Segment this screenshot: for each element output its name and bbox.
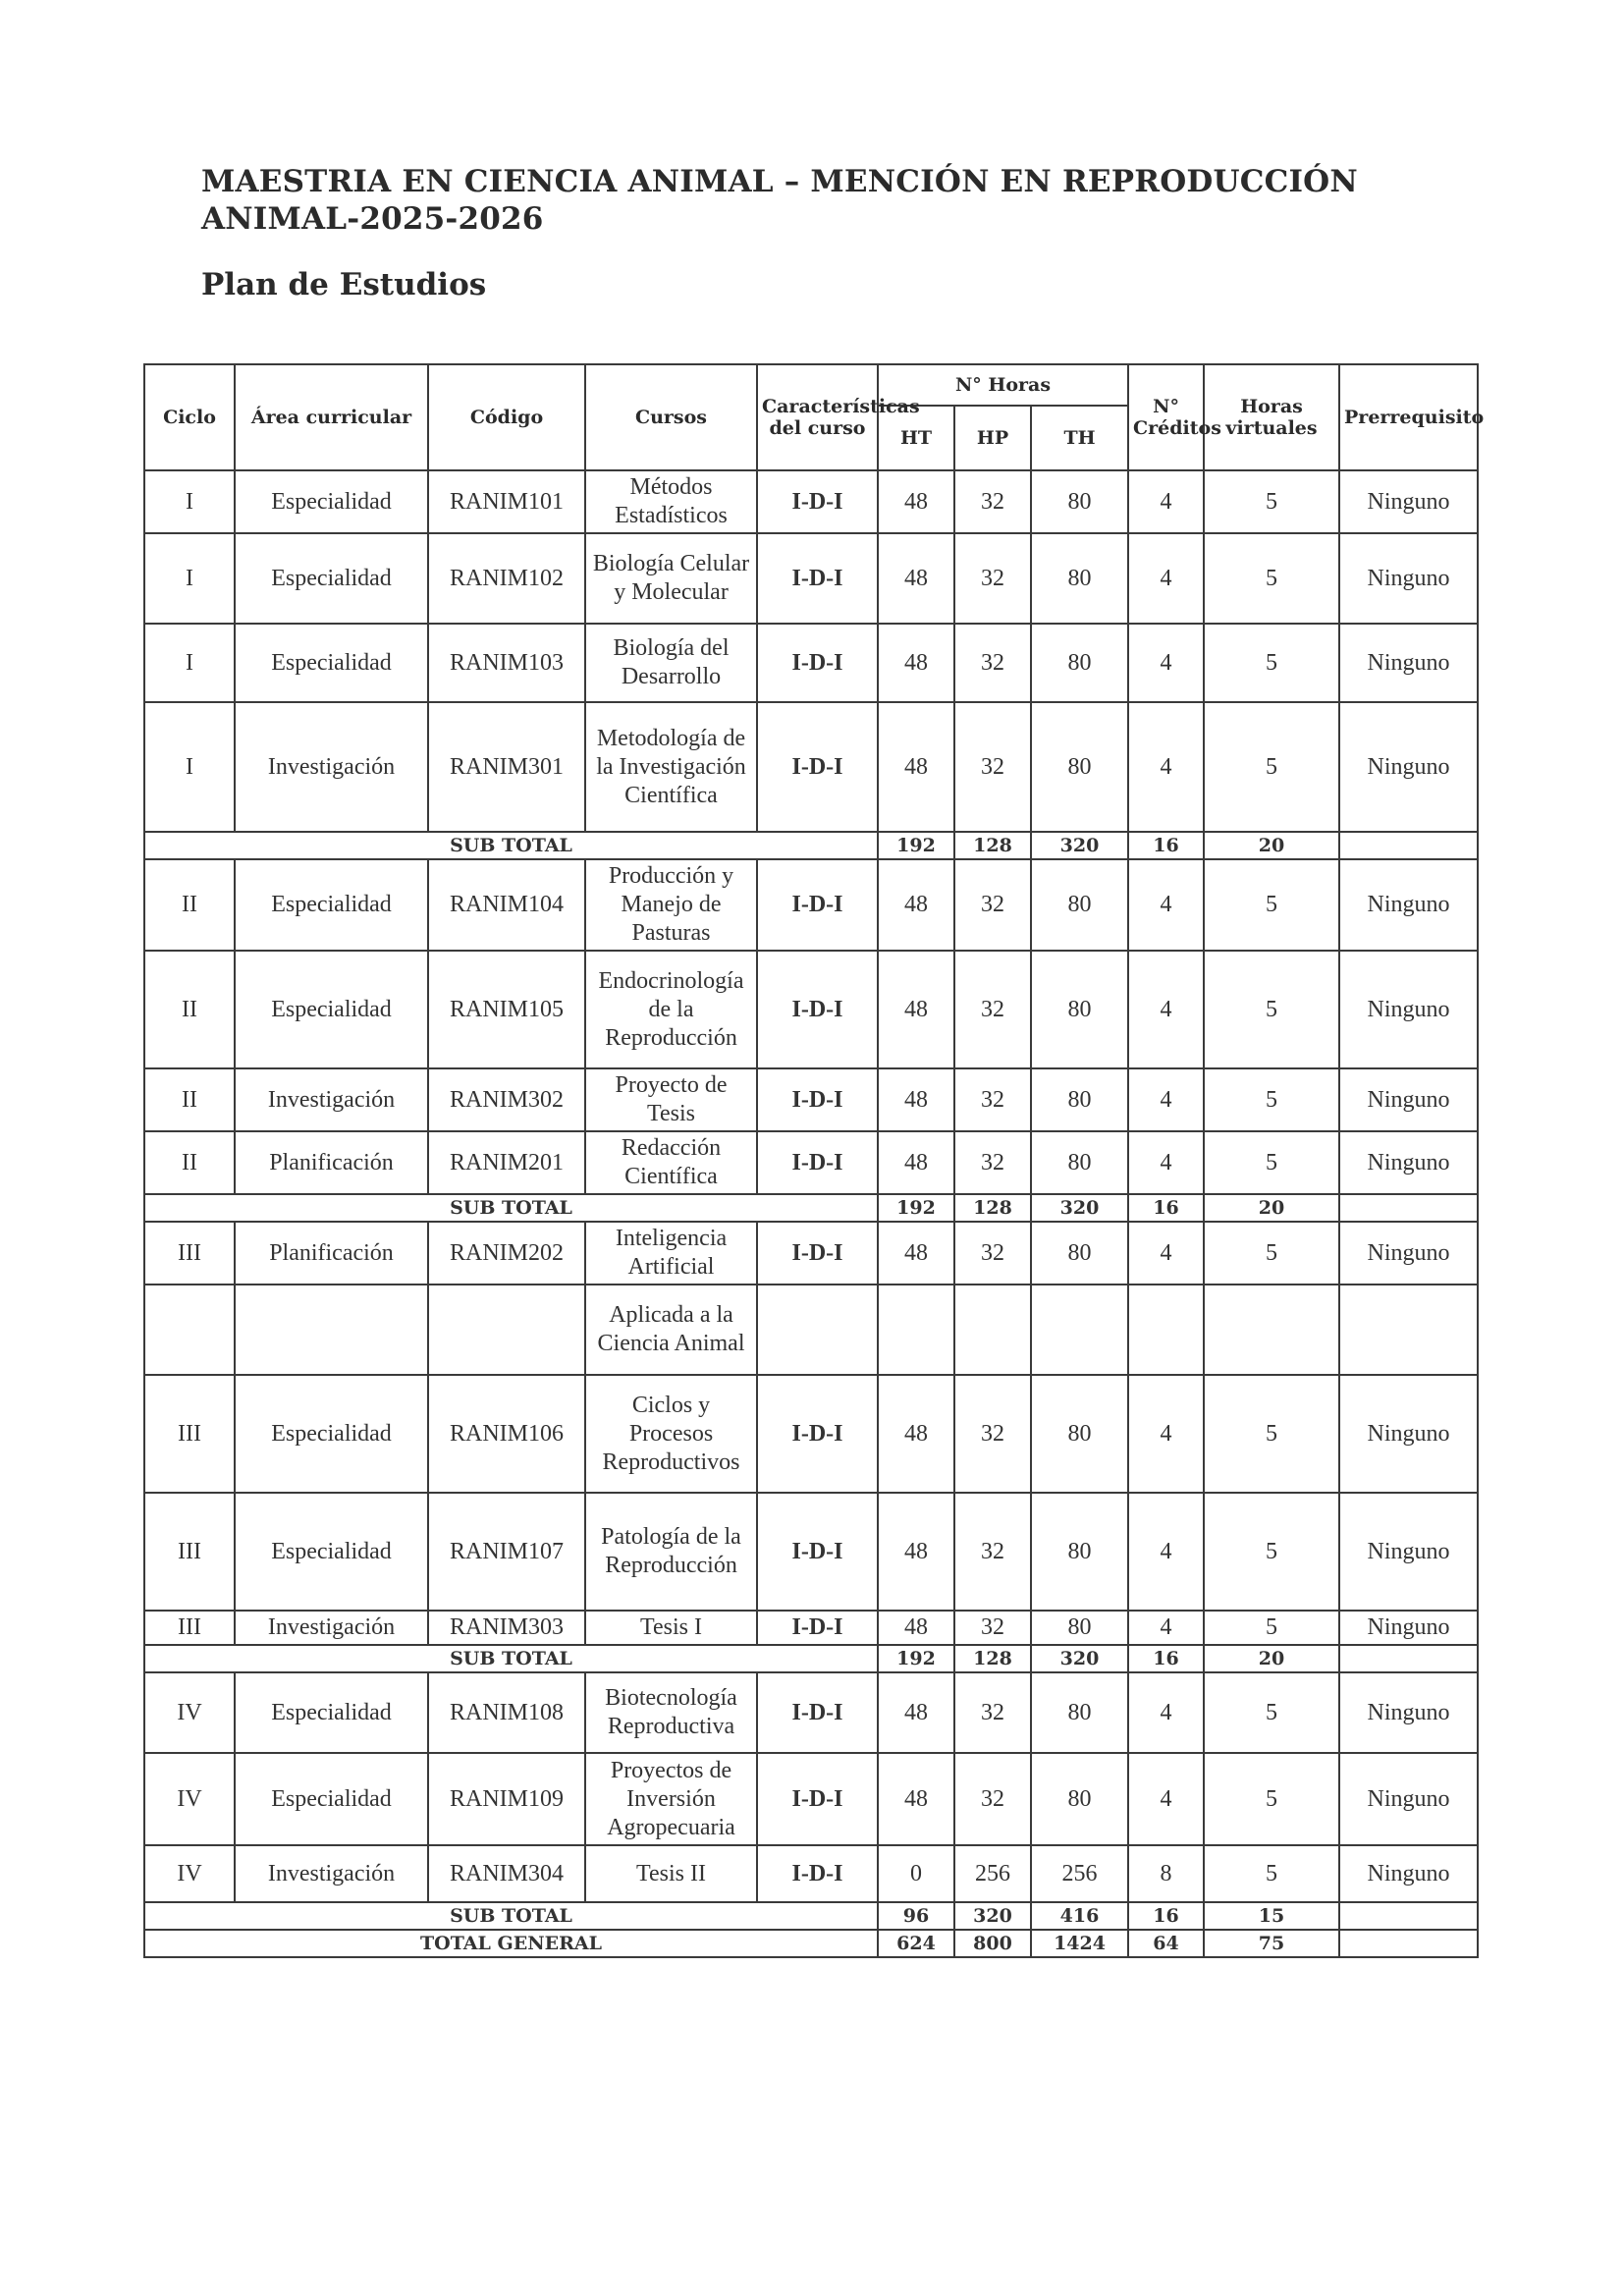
total-general-row-ht: 624	[878, 1930, 954, 1957]
cell-creditos: 4	[1128, 624, 1204, 702]
table-header	[144, 364, 1485, 470]
cell-th: 80	[1031, 1611, 1128, 1645]
cell-caracteristica: I-D-I	[757, 624, 878, 702]
cell-prerrequisito: Ninguno	[1339, 951, 1478, 1068]
cell-virtuales: 5	[1204, 1375, 1339, 1493]
cell-th: 80	[1031, 951, 1128, 1068]
cell-prerrequisito: Ninguno	[1339, 1375, 1478, 1493]
cell-ht: 48	[878, 951, 954, 1068]
cell-th: 80	[1031, 470, 1128, 533]
subtotal-row-empty	[1339, 1645, 1478, 1672]
cell-ht: 48	[878, 1068, 954, 1131]
cell-codigo: RANIM102	[428, 533, 585, 624]
cell-ht: 48	[878, 533, 954, 624]
cell-area: Especialidad	[235, 951, 428, 1068]
cell-codigo: RANIM107	[428, 1493, 585, 1611]
cell-th: 80	[1031, 1753, 1128, 1845]
cell-curso: Aplicada a la Ciencia Animal	[585, 1285, 757, 1375]
table-row	[144, 470, 1478, 533]
total-general-row-empty	[1339, 1930, 1478, 1957]
subtotal-row-empty	[1339, 1194, 1478, 1222]
cell-codigo: RANIM303	[428, 1611, 585, 1645]
cell-caracteristica: I-D-I	[757, 1845, 878, 1902]
cell-th: 80	[1031, 1068, 1128, 1131]
cell-codigo: RANIM304	[428, 1845, 585, 1902]
cell-prerrequisito: Ninguno	[1339, 1672, 1478, 1753]
cell-virtuales	[1204, 1285, 1339, 1375]
cell-hp: 32	[954, 1131, 1031, 1194]
subtotal-row-th: 416	[1031, 1902, 1128, 1930]
subtotal-row-label: SUB TOTAL	[144, 832, 878, 859]
cell-caracteristica: I-D-I	[757, 859, 878, 951]
cell-ht: 48	[878, 702, 954, 832]
cell-virtuales: 5	[1204, 533, 1339, 624]
cell-prerrequisito: Ninguno	[1339, 1068, 1478, 1131]
cell-area: Especialidad	[235, 470, 428, 533]
cell-th: 80	[1031, 624, 1128, 702]
header-horas: N° Horas	[878, 364, 1128, 406]
study-plan-table	[143, 363, 1485, 1958]
cell-curso: Proyectos de Inversión Agropecuaria	[585, 1753, 757, 1845]
cell-hp: 32	[954, 1753, 1031, 1845]
cell-ciclo: I	[144, 533, 235, 624]
subtotal-row-ht: 96	[878, 1902, 954, 1930]
cell-virtuales: 5	[1204, 859, 1339, 951]
cell-th: 80	[1031, 1493, 1128, 1611]
cell-codigo: RANIM105	[428, 951, 585, 1068]
cell-hp: 32	[954, 624, 1031, 702]
header-creditos: N° Créditos	[1128, 364, 1204, 470]
subtotal-row	[144, 832, 1478, 859]
cell-prerrequisito: Ninguno	[1339, 1222, 1478, 1285]
cell-codigo: RANIM301	[428, 702, 585, 832]
cell-ciclo: IV	[144, 1672, 235, 1753]
cell-hp: 32	[954, 533, 1031, 624]
cell-codigo: RANIM302	[428, 1068, 585, 1131]
cell-ht: 0	[878, 1845, 954, 1902]
subtotal-row-ht: 192	[878, 1194, 954, 1222]
cell-ht	[878, 1285, 954, 1375]
cell-creditos: 4	[1128, 1131, 1204, 1194]
cell-hp: 32	[954, 470, 1031, 533]
cell-prerrequisito: Ninguno	[1339, 533, 1478, 624]
cell-th: 80	[1031, 533, 1128, 624]
cell-ciclo: I	[144, 702, 235, 832]
cell-creditos: 4	[1128, 1222, 1204, 1285]
cell-area: Especialidad	[235, 1375, 428, 1493]
table-body	[144, 470, 1478, 1957]
subtotal-row-virt: 20	[1204, 1645, 1339, 1672]
subtotal-row-ht: 192	[878, 832, 954, 859]
header-ht: HT	[878, 406, 954, 470]
cell-ht: 48	[878, 624, 954, 702]
cell-creditos: 4	[1128, 951, 1204, 1068]
cell-hp: 32	[954, 1611, 1031, 1645]
cell-ciclo: I	[144, 624, 235, 702]
subtotal-row-virt: 20	[1204, 832, 1339, 859]
cell-caracteristica: I-D-I	[757, 1611, 878, 1645]
subtotal-row-cred: 16	[1128, 1902, 1204, 1930]
cell-hp: 32	[954, 702, 1031, 832]
cell-prerrequisito: Ninguno	[1339, 470, 1478, 533]
cell-codigo: RANIM201	[428, 1131, 585, 1194]
subtotal-row	[144, 1194, 1478, 1222]
subtotal-row-cred: 16	[1128, 832, 1204, 859]
cell-codigo: RANIM106	[428, 1375, 585, 1493]
table-row	[144, 1068, 1478, 1131]
cell-area: Especialidad	[235, 1753, 428, 1845]
cell-prerrequisito: Ninguno	[1339, 859, 1478, 951]
cell-ciclo: II	[144, 951, 235, 1068]
cell-creditos: 4	[1128, 533, 1204, 624]
cell-curso: Tesis II	[585, 1845, 757, 1902]
cell-ht: 48	[878, 1375, 954, 1493]
cell-virtuales: 5	[1204, 1068, 1339, 1131]
table-row	[144, 1493, 1478, 1611]
table-row	[144, 1131, 1478, 1194]
cell-hp: 256	[954, 1845, 1031, 1902]
cell-caracteristica: I-D-I	[757, 1672, 878, 1753]
table-row	[144, 624, 1478, 702]
cell-prerrequisito: Ninguno	[1339, 702, 1478, 832]
cell-prerrequisito: Ninguno	[1339, 1845, 1478, 1902]
header-virtuales: Horas virtuales	[1204, 364, 1339, 470]
cell-creditos: 4	[1128, 702, 1204, 832]
cell-th: 80	[1031, 1222, 1128, 1285]
cell-ciclo: II	[144, 859, 235, 951]
cell-area: Investigación	[235, 1068, 428, 1131]
cell-th: 80	[1031, 1131, 1128, 1194]
header-th: TH	[1031, 406, 1128, 470]
cell-hp: 32	[954, 859, 1031, 951]
cell-codigo: RANIM202	[428, 1222, 585, 1285]
cell-ciclo: I	[144, 470, 235, 533]
cell-virtuales: 5	[1204, 1845, 1339, 1902]
cell-virtuales: 5	[1204, 702, 1339, 832]
cell-ht: 48	[878, 859, 954, 951]
cell-curso: Ciclos y Procesos Reproductivos	[585, 1375, 757, 1493]
cell-area: Especialidad	[235, 1672, 428, 1753]
cell-virtuales: 5	[1204, 1222, 1339, 1285]
cell-curso: Métodos Estadísticos	[585, 470, 757, 533]
cell-virtuales: 5	[1204, 624, 1339, 702]
cell-hp: 32	[954, 951, 1031, 1068]
cell-prerrequisito: Ninguno	[1339, 624, 1478, 702]
cell-area: Especialidad	[235, 859, 428, 951]
cell-ciclo: III	[144, 1375, 235, 1493]
cell-caracteristica: I-D-I	[757, 1753, 878, 1845]
total-general-row	[144, 1930, 1478, 1957]
subtotal-row-label: SUB TOTAL	[144, 1902, 878, 1930]
table-row	[144, 1672, 1478, 1753]
total-general-row-hp: 800	[954, 1930, 1031, 1957]
cell-virtuales: 5	[1204, 1753, 1339, 1845]
header-hp: HP	[954, 406, 1031, 470]
table-row	[144, 1611, 1478, 1645]
document-heading	[201, 163, 1409, 302]
cell-ciclo: II	[144, 1131, 235, 1194]
cell-prerrequisito: Ninguno	[1339, 1131, 1478, 1194]
cell-virtuales: 5	[1204, 1131, 1339, 1194]
cell-creditos: 4	[1128, 859, 1204, 951]
subtotal-row-hp: 128	[954, 1194, 1031, 1222]
cell-hp: 32	[954, 1672, 1031, 1753]
subtotal-row-virt: 15	[1204, 1902, 1339, 1930]
cell-th: 80	[1031, 1672, 1128, 1753]
cell-area: Investigación	[235, 702, 428, 832]
cell-ht: 48	[878, 1753, 954, 1845]
cell-th: 80	[1031, 702, 1128, 832]
cell-curso: Biología del Desarrollo	[585, 624, 757, 702]
cell-curso: Endocrinología de la Reproducción	[585, 951, 757, 1068]
total-general-row-virt: 75	[1204, 1930, 1339, 1957]
cell-creditos: 4	[1128, 1068, 1204, 1131]
cell-ciclo: II	[144, 1068, 235, 1131]
subtotal-row	[144, 1645, 1478, 1672]
cell-curso: Inteligencia Artificial	[585, 1222, 757, 1285]
cell-ciclo: IV	[144, 1753, 235, 1845]
cell-creditos: 4	[1128, 1375, 1204, 1493]
cell-ht: 48	[878, 1222, 954, 1285]
cell-codigo: RANIM103	[428, 624, 585, 702]
cell-hp: 32	[954, 1068, 1031, 1131]
cell-prerrequisito: Ninguno	[1339, 1493, 1478, 1611]
total-general-row-th: 1424	[1031, 1930, 1128, 1957]
cell-curso: Patología de la Reproducción	[585, 1493, 757, 1611]
total-general-row-label: TOTAL GENERAL	[144, 1930, 878, 1957]
cell-creditos: 4	[1128, 1672, 1204, 1753]
cell-ciclo: III	[144, 1493, 235, 1611]
cell-caracteristica: I-D-I	[757, 533, 878, 624]
subtotal-row-empty	[1339, 1902, 1478, 1930]
table-row	[144, 951, 1478, 1068]
cell-virtuales: 5	[1204, 1672, 1339, 1753]
table-row	[144, 1285, 1478, 1375]
table-row	[144, 1222, 1478, 1285]
cell-hp: 32	[954, 1222, 1031, 1285]
subtotal-row-label: SUB TOTAL	[144, 1194, 878, 1222]
cell-virtuales: 5	[1204, 1493, 1339, 1611]
cell-prerrequisito	[1339, 1285, 1478, 1375]
cell-creditos: 4	[1128, 1493, 1204, 1611]
cell-area: Planificación	[235, 1222, 428, 1285]
subtotal-row-cred: 16	[1128, 1194, 1204, 1222]
cell-caracteristica: I-D-I	[757, 702, 878, 832]
cell-area: Especialidad	[235, 624, 428, 702]
cell-ht: 48	[878, 1672, 954, 1753]
cell-th	[1031, 1285, 1128, 1375]
cell-th: 80	[1031, 859, 1128, 951]
table-row	[144, 702, 1478, 832]
cell-hp	[954, 1285, 1031, 1375]
table-row	[144, 1845, 1478, 1902]
cell-caracteristica: I-D-I	[757, 951, 878, 1068]
cell-th: 80	[1031, 1375, 1128, 1493]
subtotal-row-hp: 128	[954, 832, 1031, 859]
cell-ciclo: III	[144, 1222, 235, 1285]
document-subtitle: Plan de Estudios	[201, 267, 487, 302]
cell-hp: 32	[954, 1375, 1031, 1493]
table-row	[144, 533, 1478, 624]
subtotal-row-empty	[1339, 832, 1478, 859]
subtotal-row-hp: 320	[954, 1902, 1031, 1930]
cell-creditos	[1128, 1285, 1204, 1375]
cell-curso: Tesis I	[585, 1611, 757, 1645]
cell-virtuales: 5	[1204, 1611, 1339, 1645]
subtotal-row-cred: 16	[1128, 1645, 1204, 1672]
subtotal-row-ht: 192	[878, 1645, 954, 1672]
cell-codigo: RANIM109	[428, 1753, 585, 1845]
cell-th: 256	[1031, 1845, 1128, 1902]
cell-area: Especialidad	[235, 1493, 428, 1611]
cell-virtuales: 5	[1204, 951, 1339, 1068]
header-prerrequisito: Prerrequisito	[1339, 364, 1478, 470]
cell-codigo: RANIM101	[428, 470, 585, 533]
cell-area	[235, 1285, 428, 1375]
table-row	[144, 1375, 1478, 1493]
subtotal-row	[144, 1902, 1478, 1930]
subtotal-row-label: SUB TOTAL	[144, 1645, 878, 1672]
header-codigo: Código	[428, 364, 585, 470]
cell-caracteristica: I-D-I	[757, 1131, 878, 1194]
cell-area: Especialidad	[235, 533, 428, 624]
cell-creditos: 4	[1128, 1753, 1204, 1845]
subtotal-row-virt: 20	[1204, 1194, 1339, 1222]
subtotal-row-th: 320	[1031, 1194, 1128, 1222]
cell-area: Investigación	[235, 1845, 428, 1902]
subtotal-row-th: 320	[1031, 832, 1128, 859]
cell-creditos: 4	[1128, 1611, 1204, 1645]
cell-caracteristica: I-D-I	[757, 1068, 878, 1131]
cell-caracteristica	[757, 1285, 878, 1375]
total-general-row-cred: 64	[1128, 1930, 1204, 1957]
cell-curso: Redacción Científica	[585, 1131, 757, 1194]
cell-prerrequisito: Ninguno	[1339, 1611, 1478, 1645]
cell-caracteristica: I-D-I	[757, 470, 878, 533]
subtotal-row-hp: 128	[954, 1645, 1031, 1672]
cell-creditos: 8	[1128, 1845, 1204, 1902]
cell-curso: Biología Celular y Molecular	[585, 533, 757, 624]
cell-ciclo: IV	[144, 1845, 235, 1902]
cell-ciclo	[144, 1285, 235, 1375]
cell-hp: 32	[954, 1493, 1031, 1611]
cell-area: Investigación	[235, 1611, 428, 1645]
cell-caracteristica: I-D-I	[757, 1222, 878, 1285]
cell-codigo: RANIM104	[428, 859, 585, 951]
cell-curso: Biotecnología Reproductiva	[585, 1672, 757, 1753]
cell-ht: 48	[878, 1493, 954, 1611]
cell-prerrequisito: Ninguno	[1339, 1753, 1478, 1845]
cell-curso: Proyecto de Tesis	[585, 1068, 757, 1131]
cell-ciclo: III	[144, 1611, 235, 1645]
cell-curso: Producción y Manejo de Pasturas	[585, 859, 757, 951]
cell-creditos: 4	[1128, 470, 1204, 533]
cell-ht: 48	[878, 470, 954, 533]
cell-codigo: RANIM108	[428, 1672, 585, 1753]
cell-caracteristica: I-D-I	[757, 1375, 878, 1493]
document-title: MAESTRIA EN CIENCIA ANIMAL – MENCIÓN EN REPRODUCCIÓN ANIMAL-2025-2026	[201, 164, 1358, 237]
cell-area: Planificación	[235, 1131, 428, 1194]
table-row	[144, 859, 1478, 951]
subtotal-row-th: 320	[1031, 1645, 1128, 1672]
header-cursos: Cursos	[585, 364, 757, 470]
header-caracteristicas: Características del curso	[757, 364, 878, 470]
table-row	[144, 1753, 1478, 1845]
cell-caracteristica: I-D-I	[757, 1493, 878, 1611]
cell-ht: 48	[878, 1131, 954, 1194]
cell-virtuales: 5	[1204, 470, 1339, 533]
cell-curso: Metodología de la Investigación Científica	[585, 702, 757, 832]
cell-ht: 48	[878, 1611, 954, 1645]
header-ciclo: Ciclo	[144, 364, 235, 470]
cell-codigo	[428, 1285, 585, 1375]
header-area: Área curricular	[235, 364, 428, 470]
